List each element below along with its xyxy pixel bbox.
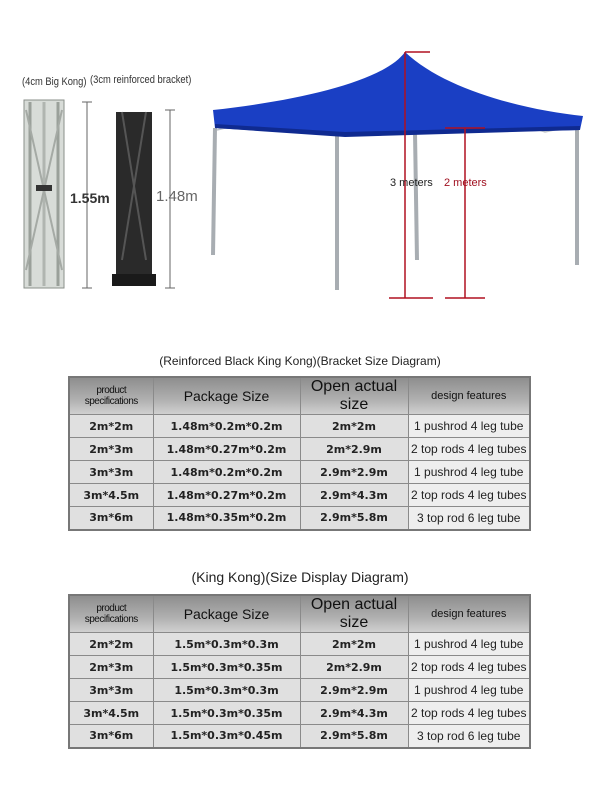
tent-leg-height-label: 2 meters xyxy=(444,177,487,189)
cell: 2.9m*4.3m xyxy=(300,702,408,725)
cell: 2.9m*5.8m xyxy=(300,725,408,748)
cell: 1 pushrod 4 leg tube xyxy=(408,679,530,702)
cell: 2m*2m xyxy=(300,633,408,656)
frame1-height: 1.55m xyxy=(70,190,110,206)
cell: 3 top rod 6 leg tube xyxy=(408,725,530,748)
cell: 2m*2m xyxy=(69,415,153,438)
cell: 2.9m*5.8m xyxy=(300,507,408,530)
cell: 1 pushrod 4 leg tube xyxy=(408,415,530,438)
table-header xyxy=(69,595,530,633)
cell: 1.48m*0.2m*0.2m xyxy=(153,415,300,438)
header-features: design features xyxy=(408,595,530,633)
table-row xyxy=(69,679,530,702)
cell: 1 pushrod 4 leg tube xyxy=(408,461,530,484)
cell: 3m*4.5m xyxy=(69,702,153,725)
spec-table-reinforced xyxy=(68,376,531,531)
cell: 1.5m*0.3m*0.3m xyxy=(153,679,300,702)
table-row xyxy=(69,461,530,484)
spec-table-king-kong xyxy=(68,594,531,749)
table-row xyxy=(69,415,530,438)
cell: 1.48m*0.27m*0.2m xyxy=(153,484,300,507)
table-row xyxy=(69,633,530,656)
cell: 1 pushrod 4 leg tube xyxy=(408,633,530,656)
cell: 2 top rods 4 leg tubes xyxy=(408,702,530,725)
cell: 2 top rods 4 leg tubes xyxy=(408,438,530,461)
table-row xyxy=(69,484,530,507)
cell: 2m*2m xyxy=(300,415,408,438)
cell: 2m*2.9m xyxy=(300,656,408,679)
table1-title: (Reinforced Black King Kong)(Bracket Size Diagram) xyxy=(159,354,441,368)
cell: 3 top rod 6 leg tube xyxy=(408,507,530,530)
header-spec: product specifications xyxy=(69,595,153,633)
cell: 3m*4.5m xyxy=(69,484,153,507)
tent-legs xyxy=(213,128,577,290)
silver-frame xyxy=(24,100,64,288)
black-frame xyxy=(112,112,156,286)
tent-image xyxy=(205,40,600,305)
cell: 2m*2m xyxy=(69,633,153,656)
header-spec: product specifications xyxy=(69,377,153,415)
cell: 2.9m*4.3m xyxy=(300,484,408,507)
cell: 1.48m*0.27m*0.2m xyxy=(153,438,300,461)
frame1-label: (4cm Big Kong) xyxy=(22,76,87,88)
cell: 2m*3m xyxy=(69,656,153,679)
table2-title: (King Kong)(Size Display Diagram) xyxy=(191,569,409,585)
cell: 1.5m*0.3m*0.45m xyxy=(153,725,300,748)
cell: 1.5m*0.3m*0.35m xyxy=(153,702,300,725)
cell: 2.9m*2.9m xyxy=(300,679,408,702)
cell: 1.5m*0.3m*0.3m xyxy=(153,633,300,656)
cell: 2 top rods 4 leg tubes xyxy=(408,484,530,507)
cell: 2 top rods 4 leg tubes xyxy=(408,656,530,679)
header-features: design features xyxy=(408,377,530,415)
canopy xyxy=(213,52,583,136)
header-package: Package Size xyxy=(153,377,300,415)
cell: 3m*3m xyxy=(69,679,153,702)
cell: 3m*6m xyxy=(69,725,153,748)
table-row xyxy=(69,656,530,679)
header-open: Open actual size xyxy=(300,377,408,415)
table-header xyxy=(69,377,530,415)
table-row xyxy=(69,725,530,748)
cell: 2m*2.9m xyxy=(300,438,408,461)
cell: 2m*3m xyxy=(69,438,153,461)
header-package: Package Size xyxy=(153,595,300,633)
header-open: Open actual size xyxy=(300,595,408,633)
table-row xyxy=(69,702,530,725)
table-row xyxy=(69,438,530,461)
cell: 3m*3m xyxy=(69,461,153,484)
cell: 3m*6m xyxy=(69,507,153,530)
cell: 1.48m*0.35m*0.2m xyxy=(153,507,300,530)
cell: 2.9m*2.9m xyxy=(300,461,408,484)
cell: 1.5m*0.3m*0.35m xyxy=(153,656,300,679)
frame2-label: (3cm reinforced bracket) xyxy=(90,74,192,86)
table-row xyxy=(69,507,530,530)
frame2-height: 1.48m xyxy=(156,188,198,205)
cell: 1.48m*0.2m*0.2m xyxy=(153,461,300,484)
tent-height-label: 3 meters xyxy=(390,177,433,189)
